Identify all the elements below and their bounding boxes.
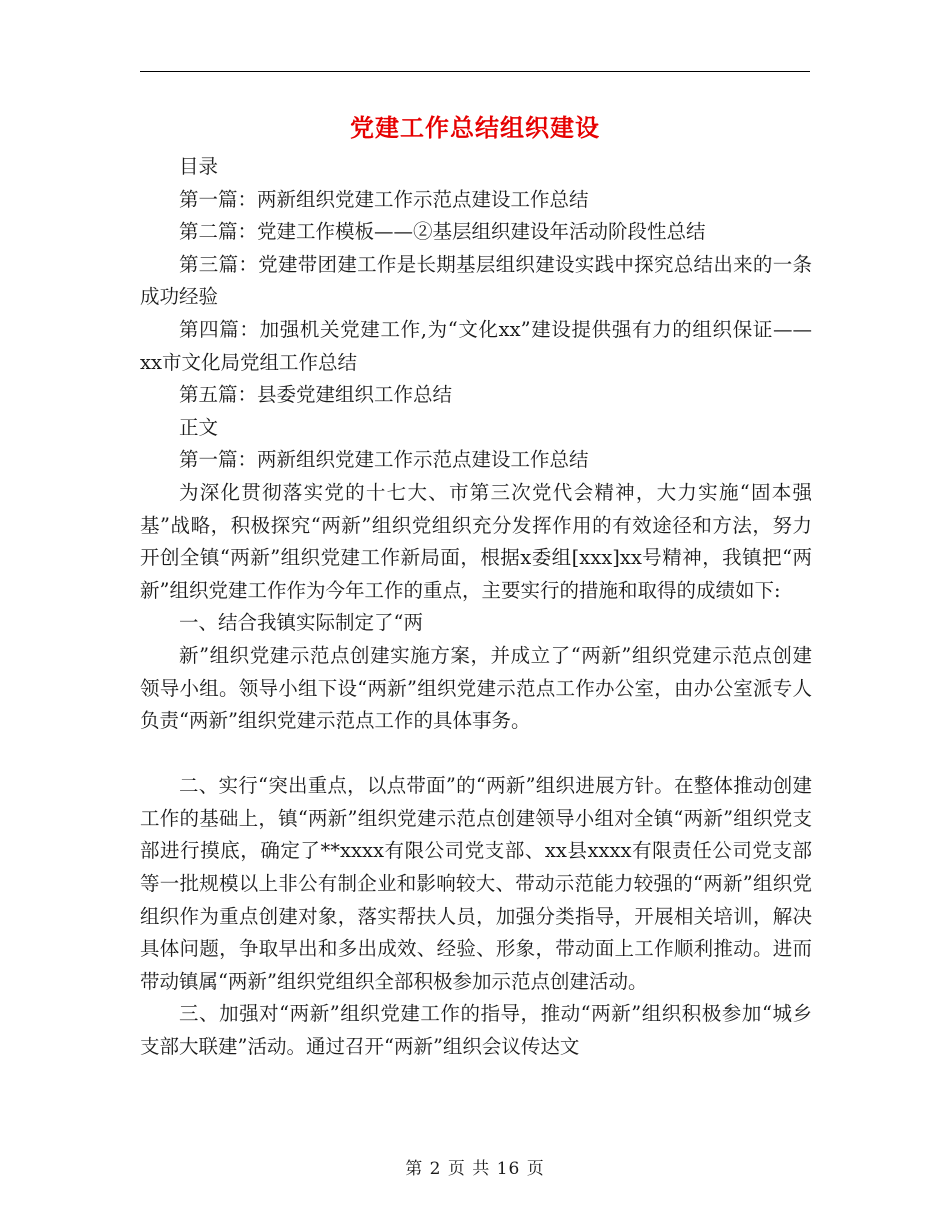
body-heading: 正文	[179, 415, 219, 439]
paragraph-point-1-start: 一、结合我镇实际制定了“两	[179, 611, 423, 635]
paragraph-point-3: 三、加强对“两新”组织党建工作的指导，推动“两新”组织积极参加“城乡支部大联建”活动。通过召开“两新”组织会议传达文	[140, 1002, 812, 1059]
paragraph-point-1-cont: 新”组织党建示范点创建实施方案，并成立了“两新”组织党建示范点创建领导小组。领导小组下设“两新”组织党建示范点工作办公室，由办公室派专人负责“两新”组织党建示范点工作的具体事务。	[140, 643, 812, 733]
header-rule	[140, 71, 810, 72]
toc-item-3: 第三篇：党建带团建工作是长期基层组织建设实践中探究总结出来的一条成功经验	[140, 252, 812, 309]
document-title: 党建工作总结组织建设	[350, 113, 600, 142]
paragraph-point-2: 二、实行“突出重点，以点带面”的“两新”组织进展方针。在整体推动创建工作的基础上，镇“两新”组织党建示范点创建领导小组对全镇“两新”组织党支部进行摸底，确定了**xxxx有限公司党支部、xx县xxxx有限责任公司党支部等一批规模以上非公有制企业和影响较大、带动示范能力较强的“两新”组织党组织作为重点创建对象，落实帮扶人员，加强分类指导，开展相关培训，解决具体问题，争取早出和多出成效、经验、形象，带动面上工作顺利推动。进而带动镇属“两新”组织党组织全部积极参加示范点创建活动。	[140, 774, 812, 993]
toc-item-2: 第二篇：党建工作模板——②基层组织建设年活动阶段性总结	[179, 220, 706, 244]
toc-heading: 目录	[179, 155, 219, 178]
toc-item-5: 第五篇：县委党建组织工作总结	[179, 383, 453, 407]
section-title: 第一篇：两新组织党建工作示范点建设工作总结	[179, 448, 589, 472]
paragraph-intro: 为深化贯彻落实党的十七大、市第三次党代会精神，大力实施“固本强基”战略，积极探究“两新”组织党组织充分发挥作用的有效途径和方法，努力开创全镇“两新”组织党建工作新局面，根据x委组[xxx]xx号精神，我镇把“两新”组织党建工作作为今年工作的重点，主要实行的措施和取得的成绩如下:	[140, 480, 812, 602]
page-number: 第 2 页 共 16 页	[405, 1159, 545, 1179]
document-body	[140, 151, 812, 1064]
toc-item-4: 第四篇：加强机关党建工作,为“文化xx”建设提供强有力的组织保证——xx市文化局党组工作总结	[140, 317, 812, 374]
toc-item-1: 第一篇：两新组织党建工作示范点建设工作总结	[179, 187, 589, 211]
